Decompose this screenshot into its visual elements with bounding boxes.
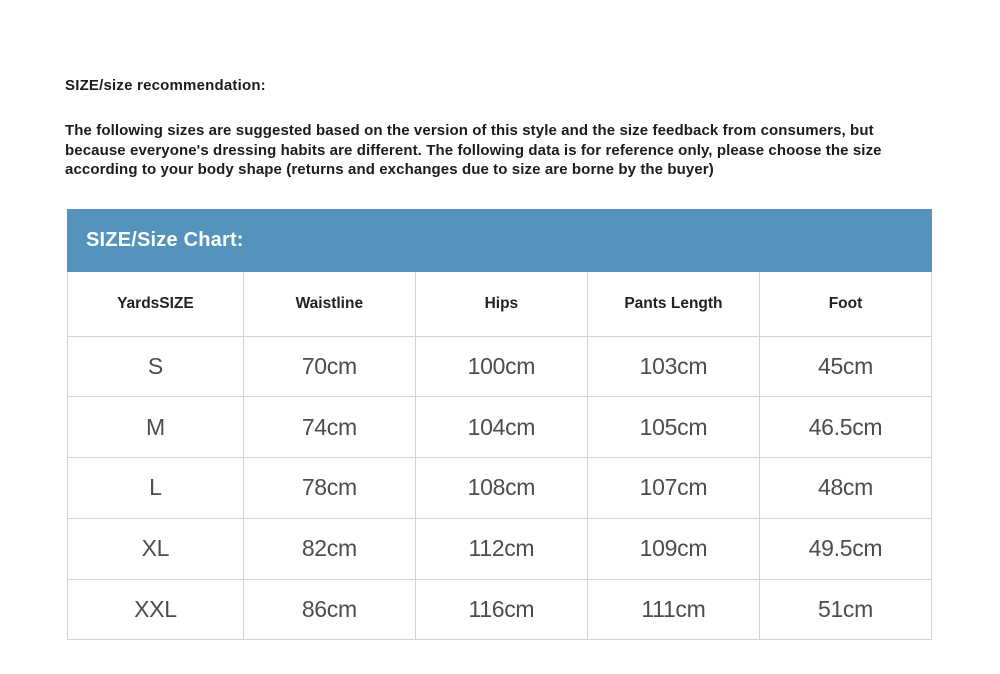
size-chart-title: SIZE/Size Chart:: [86, 229, 244, 251]
table-cell: 48cm: [759, 458, 931, 519]
table-cell: M: [68, 397, 244, 458]
table-cell: 104cm: [415, 397, 587, 458]
table-cell: XXL: [68, 579, 244, 640]
size-chart-body: [68, 336, 932, 640]
size-chart-header-row: [68, 272, 932, 336]
table-cell: 109cm: [587, 518, 759, 579]
table-cell: 116cm: [415, 579, 587, 640]
table-cell: 103cm: [587, 336, 759, 397]
table-cell: 100cm: [415, 336, 587, 397]
table-cell: L: [68, 458, 244, 519]
size-chart-table: [67, 272, 932, 640]
size-chart: [67, 209, 932, 640]
table-cell: 107cm: [587, 458, 759, 519]
column-header: YardsSIZE: [68, 272, 244, 336]
table-cell: 46.5cm: [759, 397, 931, 458]
table-row: [68, 458, 932, 519]
size-recommendation-text: The following sizes are suggested based on the version of this style and the size feedback from consumers, but because everyone's dressing habits are different. The following data is for reference only, please choose the size according to your body shape (returns and exchanges due to size are borne by the buyer): [65, 122, 882, 178]
table-cell: 49.5cm: [759, 518, 931, 579]
table-row: [68, 579, 932, 640]
table-cell: 78cm: [243, 458, 415, 519]
table-cell: 108cm: [415, 458, 587, 519]
table-cell: 111cm: [587, 579, 759, 640]
table-cell: 112cm: [415, 518, 587, 579]
table-row: [68, 518, 932, 579]
table-cell: 82cm: [243, 518, 415, 579]
column-header: Foot: [759, 272, 931, 336]
table-cell: 70cm: [243, 336, 415, 397]
table-cell: 105cm: [587, 397, 759, 458]
table-cell: 45cm: [759, 336, 931, 397]
table-cell: XL: [68, 518, 244, 579]
table-cell: 74cm: [243, 397, 415, 458]
table-cell: 86cm: [243, 579, 415, 640]
table-cell: S: [68, 336, 244, 397]
table-row: [68, 397, 932, 458]
page-title: SIZE/size recommendation:: [65, 77, 266, 94]
column-header: Hips: [415, 272, 587, 336]
table-cell: 51cm: [759, 579, 931, 640]
size-chart-title-bar: [67, 209, 932, 272]
column-header: Waistline: [243, 272, 415, 336]
column-header: Pants Length: [587, 272, 759, 336]
table-row: [68, 336, 932, 397]
